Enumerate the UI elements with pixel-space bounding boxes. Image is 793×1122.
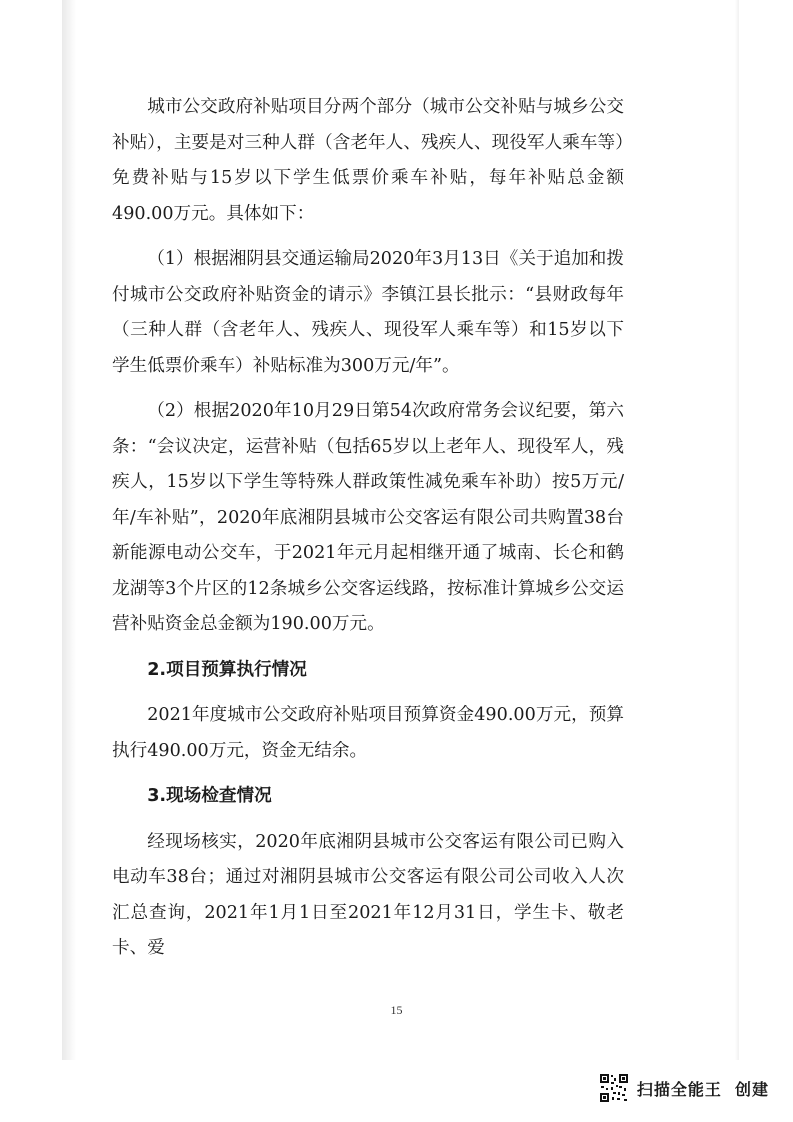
document-body <box>112 90 624 967</box>
section-heading-site-inspection: 3.现场检查情况 <box>147 786 272 806</box>
paragraph-item-2: （2）根据2020年10月29日第54次政府常务会议纪要，第六条：“会议决定，运营补贴（包括65岁以上老年人、现役军人，残疾人，15岁以下学生等特殊人群政策性减免乘车补助）按5万元/年/车补贴”，2020年底湘阴县城市公交客运有限公司共购置38台新能源电动公交车，于2021年元月起相继开通了城南、长仑和鹤龙湖等3个片区的12条城乡公交客运线路，按标准计算城乡公交运营补贴资金总金额为190.00万元。 <box>112 401 624 634</box>
paragraph-intro: 城市公交政府补贴项目分两个部分（城市公交补贴与城乡公交补贴），主要是对三种人群（含老年人、残疾人、现役军人乘车等）免费补贴与15岁以下学生低票价乘车补贴，每年补贴总金额490.00万元。具体如下： <box>112 97 624 224</box>
watermark-text: 扫描全能王 创建 <box>636 1079 769 1099</box>
scan-edge-shadow <box>62 0 76 1060</box>
paragraph-item-1: （1）根据湘阴县交通运输局2020年3月13日《关于追加和拨付城市公交政府补贴资金的请示》李镇江县长批示：“县财政每年（三种人群（含老年人、残疾人、现役军人乘车等）和15岁以下学生低票价乘车）补贴标准为300万元/年”。 <box>112 249 624 376</box>
paragraph-budget-execution: 2021年度城市公交政府补贴项目预算资金490.00万元，预算执行490.00万元，资金无结余。 <box>112 705 624 761</box>
section-heading-budget-execution: 2.项目预算执行情况 <box>147 659 307 680</box>
page-number: 15 <box>390 1003 403 1017</box>
scanner-watermark <box>599 1070 769 1106</box>
qr-code-icon <box>599 1073 629 1103</box>
paragraph-site-inspection: 经现场核实，2020年底湘阴县城市公交客运有限公司已购入电动车38台；通过对湘阴县城市公交客运有限公司公司收入人次汇总查询，2021年1月1日至2021年12月31日，学生卡、敬老卡、爱 <box>112 831 624 958</box>
scan-edge-shadow-right <box>735 0 739 1060</box>
